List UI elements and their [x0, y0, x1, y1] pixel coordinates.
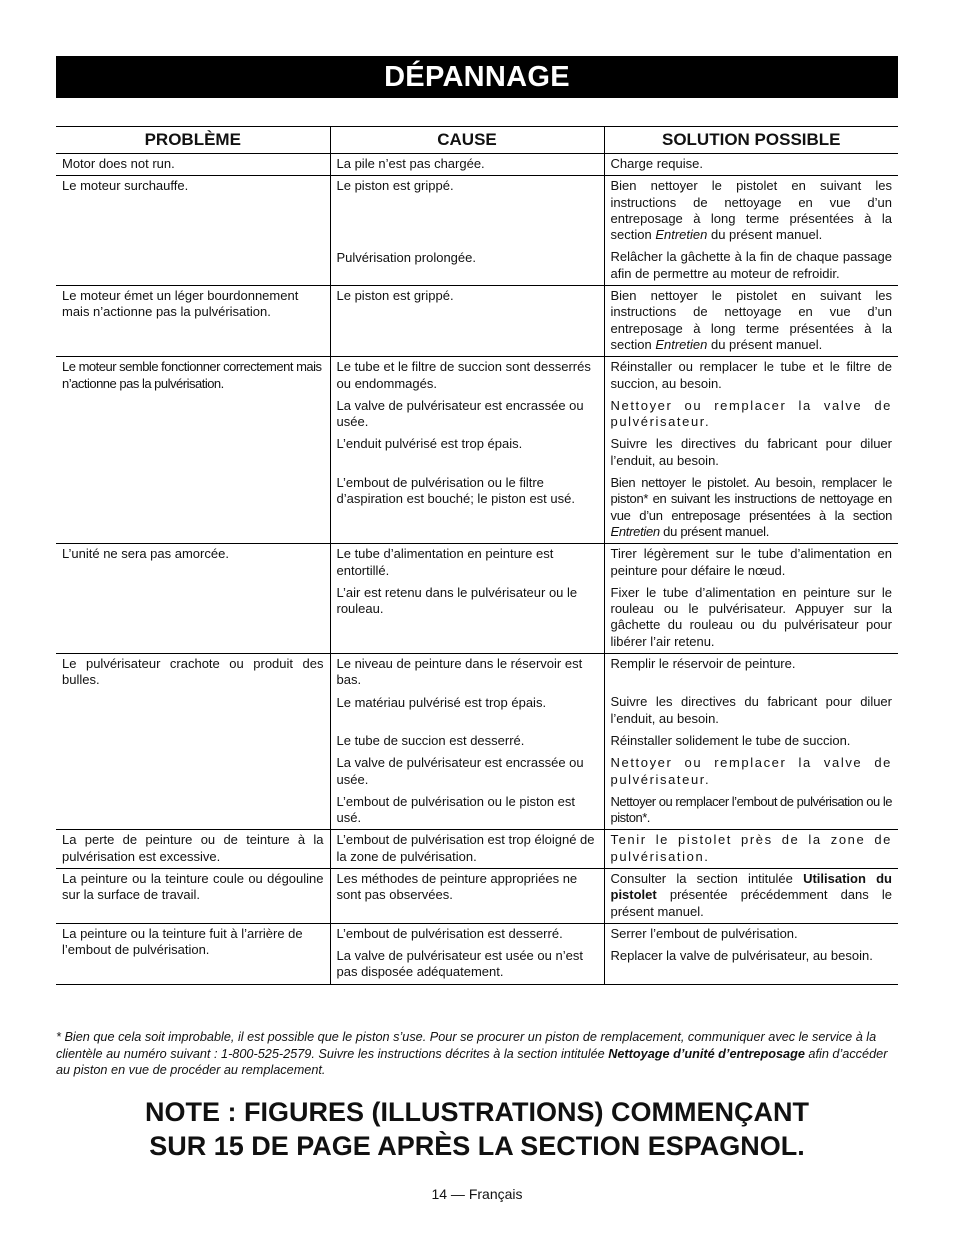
cause-cell	[330, 923, 604, 984]
cause-cell: Les méthodes de peinture appropriées ne sont pas observées.	[330, 868, 604, 923]
table-row	[56, 286, 898, 357]
solution-item: Nettoyer ou remplacer la valve de pulvérisateur.	[610, 755, 892, 787]
problem-cell: Le moteur émet un léger bourdonnement mais n’actionne pas la pulvérisation.	[62, 288, 299, 320]
page-title: DÉPANNAGE	[56, 56, 898, 98]
solution-item: Bien nettoyer le pistolet en suivant les instructions de nettoyage en vue d’un entreposage à long terme présentées à la section Entretien du présent manuel.	[610, 178, 892, 243]
cause-cell	[330, 544, 604, 654]
solution-cell: Tenir le pistolet près de la zone de pulvérisation.	[604, 830, 898, 869]
cause-cell	[330, 357, 604, 544]
table-row	[56, 176, 898, 286]
cause-item: L’air est retenu dans le pulvérisateur ou le rouleau.	[336, 584, 578, 617]
troubleshooting-table	[56, 126, 898, 985]
solution-item: Relâcher la gâchette à la fin de chaque passage afin de permettre au moteur de refroidir.	[610, 249, 892, 281]
cause-item: Le matériau pulvérisé est trop épais.	[336, 694, 547, 710]
cause-cell: La pile n’est pas chargée.	[330, 154, 604, 176]
solution-item: Remplir le réservoir de peinture.	[610, 656, 796, 672]
cause-cell	[330, 654, 604, 830]
solution-item: Serrer l’embout de pulvérisation.	[610, 925, 798, 941]
cause-item: La valve de pulvérisateur est usée ou n’est pas disposée adéquatement.	[336, 948, 583, 980]
cause-item: Le piston est grippé.	[336, 178, 454, 194]
solution-cell	[604, 357, 898, 544]
footnote: * Bien que cela soit improbable, il est possible que le piston s’use. Pour se procurer un piston de remplacement, communiquer avec le service à la clientèle au numéro suivant : 1-800-525-2579. Suivre les instructions décrites à la section intitulée Nettoyage d’unité d’entreposage afin d’accéder au piston en vue de procéder au remplacement.	[56, 1030, 888, 1077]
cause-item: Le tube et le filtre de succion sont desserrés ou endommagés.	[336, 359, 591, 391]
cause-cell	[330, 176, 604, 286]
solution-cell	[604, 176, 898, 286]
solution-cell	[604, 286, 898, 357]
solution-item: Nettoyer ou remplacer la valve de pulvérisateur.	[610, 397, 892, 430]
page-number: 14 — Français	[431, 1186, 523, 1202]
cause-cell: Le piston est grippé.	[330, 286, 604, 357]
cause-item: La valve de pulvérisateur est encrassée ou usée.	[336, 755, 584, 787]
header-cause: CAUSE	[330, 127, 604, 154]
solution-item: Réinstaller solidement le tube de succion.	[610, 732, 851, 748]
cause-item: L’embout de pulvérisation est desserré.	[336, 925, 563, 941]
table-header-row	[56, 127, 898, 154]
cause-item: La valve de pulvérisateur est encrassée ou usée.	[336, 397, 584, 430]
cause-cell: L’embout de pulvérisation est trop éloigné de la zone de pulvérisation.	[330, 830, 604, 869]
solution-item: Suivre les directives du fabricant pour diluer l’enduit, au besoin.	[610, 694, 892, 726]
cause-item: Le tube de succion est desserré.	[336, 732, 525, 748]
cause-item: Le tube d’alimentation en peinture est entortillé.	[336, 546, 554, 578]
solution-item: Réinstaller ou remplacer le tube et le filtre de succion, au besoin.	[610, 359, 892, 391]
table-row	[56, 544, 898, 654]
problem-cell: La peinture ou la teinture fuit à l’arrière de l’embout de pulvérisation.	[62, 925, 303, 958]
problem-cell: Le moteur surchauffe.	[62, 178, 189, 194]
solution-cell	[604, 654, 898, 830]
note-line-1: NOTE : FIGURES (ILLUSTRATIONS) COMMENÇANT	[145, 1097, 809, 1127]
table-row	[56, 923, 898, 984]
figures-note	[56, 1095, 898, 1163]
table-row	[56, 154, 898, 176]
problem-cell: La peinture ou la teinture coule ou dégouline sur la surface de travail.	[62, 870, 324, 903]
solution-item: Nettoyer ou remplacer l’embout de pulvérisation ou le piston*.	[610, 793, 892, 826]
solution-item: Tirer légèrement sur le tube d’alimentation en peinture pour défaire le nœud.	[610, 546, 892, 578]
solution-cell: Consulter la section intitulée Utilisation du pistolet présentée précédemment dans le présent manuel.	[604, 868, 898, 923]
table-row	[56, 868, 898, 923]
problem-cell: La perte de peinture ou de teinture à la pulvérisation est excessive.	[62, 832, 324, 864]
cause-item: Le niveau de peinture dans le réservoir est bas.	[336, 656, 583, 688]
solution-item: Replacer la valve de pulvérisateur, au besoin.	[610, 948, 873, 964]
cause-item: L’enduit pulvérisé est trop épais.	[336, 436, 523, 452]
solution-cell: Charge requise.	[604, 154, 898, 176]
solution-item: Bien nettoyer le pistolet. Au besoin, remplacer le piston* en suivant les instructions de nettoyage en vue d’un entreposage présentées à la section Entretien du présent manuel.	[610, 475, 892, 539]
cause-item: Pulvérisation prolongée.	[336, 249, 476, 265]
solution-item: Suivre les directives du fabricant pour diluer l’enduit, au besoin.	[610, 436, 892, 468]
solution-cell	[604, 923, 898, 984]
table-row	[56, 357, 898, 544]
problem-cell: Le moteur semble fonctionner correctement mais n’actionne pas la pulvérisation.	[62, 359, 322, 391]
cause-item: L’embout de pulvérisation ou le filtre d’aspiration est bouché; le piston est usé.	[336, 474, 575, 507]
solution-item: Fixer le tube d’alimentation en peinture sur le rouleau ou le pulvérisateur. Appuyer sur la gâchette du rouleau ou du pulvérisateur pour libérer l’air retenu.	[610, 584, 892, 649]
header-solution: SOLUTION POSSIBLE	[604, 127, 898, 154]
cause-item: L’embout de pulvérisation ou le piston est usé.	[336, 793, 575, 826]
solution-item: Bien nettoyer le pistolet en suivant les instructions de nettoyage en vue d’un entreposage à long terme présentées à la section Entretien du présent manuel.	[610, 288, 892, 352]
table-row	[56, 654, 898, 830]
problem-cell: L’unité ne sera pas amorcée.	[62, 546, 229, 562]
header-problem: PROBLÈME	[144, 129, 241, 149]
table-row	[56, 830, 898, 869]
problem-cell: Motor does not run.	[62, 156, 175, 171]
problem-cell: Le pulvérisateur crachote ou produit des bulles.	[62, 656, 324, 688]
note-line-2: SUR 15 DE PAGE APRÈS LA SECTION ESPAGNOL.	[149, 1131, 805, 1161]
solution-cell	[604, 544, 898, 654]
